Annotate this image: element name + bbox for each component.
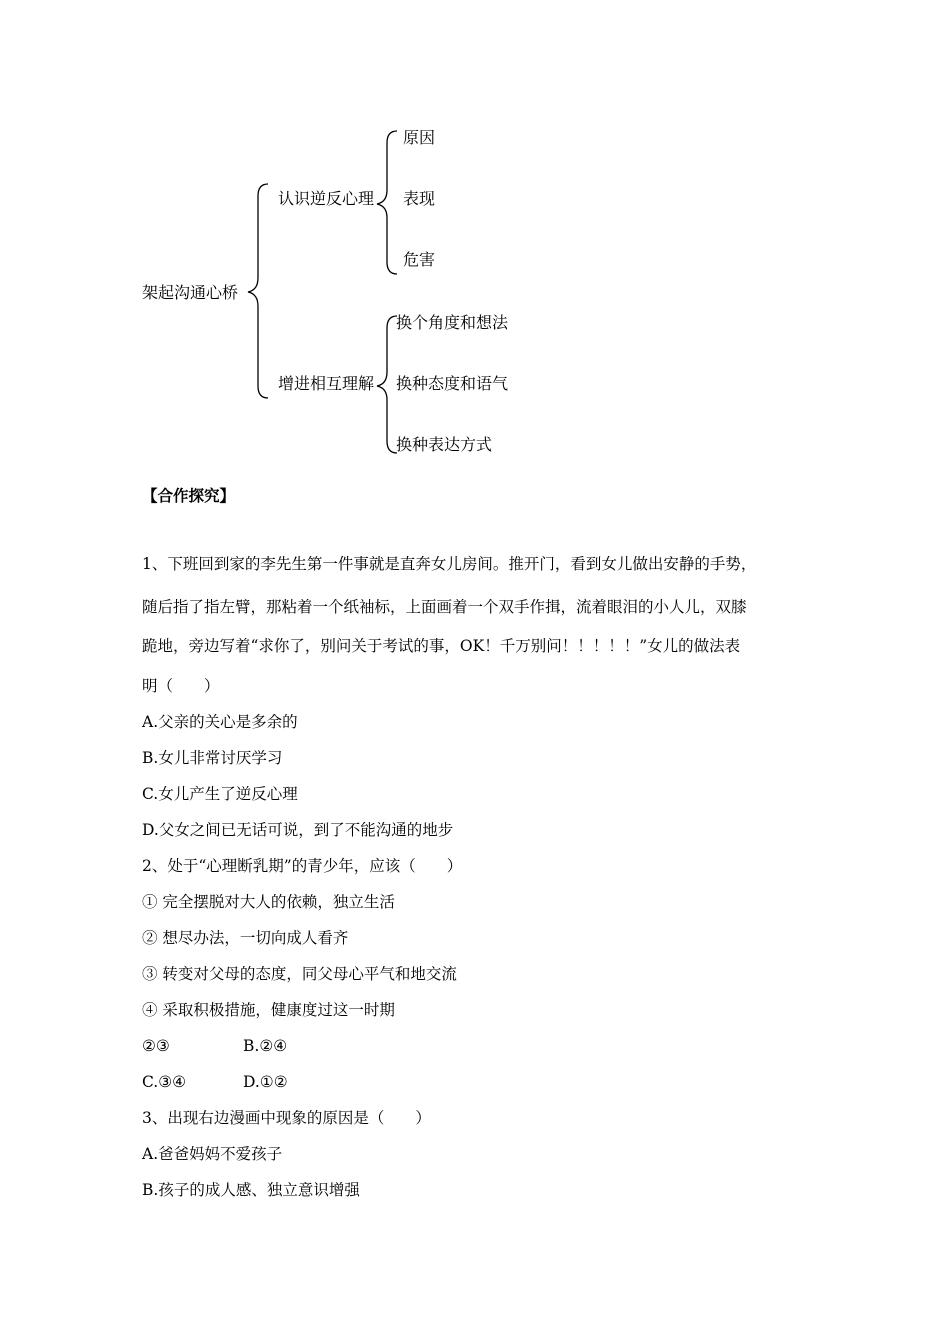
q1-option: A.父亲的关心是多余的: [142, 713, 298, 731]
q2-choice: ②③: [142, 1037, 170, 1055]
section-title: 【合作探究】: [142, 486, 236, 505]
q1-option: B.女儿非常讨厌学习: [142, 749, 283, 767]
q1-line: 跪地，旁边写着“求你了，别问关于考试的事，OK！千万别问！！！！！”女儿的做法表: [142, 637, 741, 655]
root-brace: [248, 184, 268, 398]
mindmap-root: 架起沟通心桥: [142, 283, 239, 302]
q2-statement: ② 想尽办法，一切向成人看齐: [142, 929, 349, 947]
mindmap-branch1-item: 危害: [403, 250, 436, 269]
branch1-brace: [377, 131, 397, 274]
q2-statement: ① 完全摆脱对大人的依赖，独立生活: [142, 893, 395, 911]
q1-option: C.女儿产生了逆反心理: [142, 785, 298, 803]
q3-option: B.孩子的成人感、独立意识增强: [142, 1181, 360, 1199]
mindmap-branch1-item: 表现: [403, 189, 436, 208]
mindmap-braces: [0, 0, 950, 470]
q2-choice: D.①②: [243, 1073, 288, 1091]
mindmap-branch1-label: 认识逆反心理: [278, 189, 375, 208]
q1-option: D.父女之间已无话可说，到了不能沟通的地步: [142, 821, 454, 839]
q1-line: 随后指了指左臂，那粘着一个纸袖标，上面画着一个双手作揖，流着眼泪的小人儿，双膝: [142, 598, 747, 616]
q2-choice: C.③④: [142, 1073, 187, 1091]
q3-stem: 3、出现右边漫画中现象的原因是（ ）: [142, 1109, 431, 1127]
q2-statement: ④ 采取积极措施，健康度过这一时期: [142, 1001, 395, 1019]
q3-option: A.爸爸妈妈不爱孩子: [142, 1145, 283, 1163]
q2-statement: ③ 转变对父母的态度，同父母心平气和地交流: [142, 965, 457, 983]
mindmap-branch2-label: 增进相互理解: [278, 374, 375, 393]
q1-line: 1、下班回到家的李先生第一件事就是直奔女儿房间。推开门，看到女儿做出安静的手势，: [142, 555, 757, 573]
mindmap-branch2-item: 换种表达方式: [396, 435, 493, 454]
q2-stem: 2、处于“心理断乳期”的青少年，应该（ ）: [142, 857, 463, 875]
q1-line: 明（ ）: [142, 677, 220, 695]
mindmap-branch1-item: 原因: [403, 128, 436, 147]
mindmap-branch2-item: 换种态度和语气: [396, 374, 509, 393]
mindmap-branch2-item: 换个角度和想法: [396, 313, 509, 332]
branch2-brace: [377, 316, 397, 453]
q2-choice: B.②④: [243, 1037, 288, 1055]
